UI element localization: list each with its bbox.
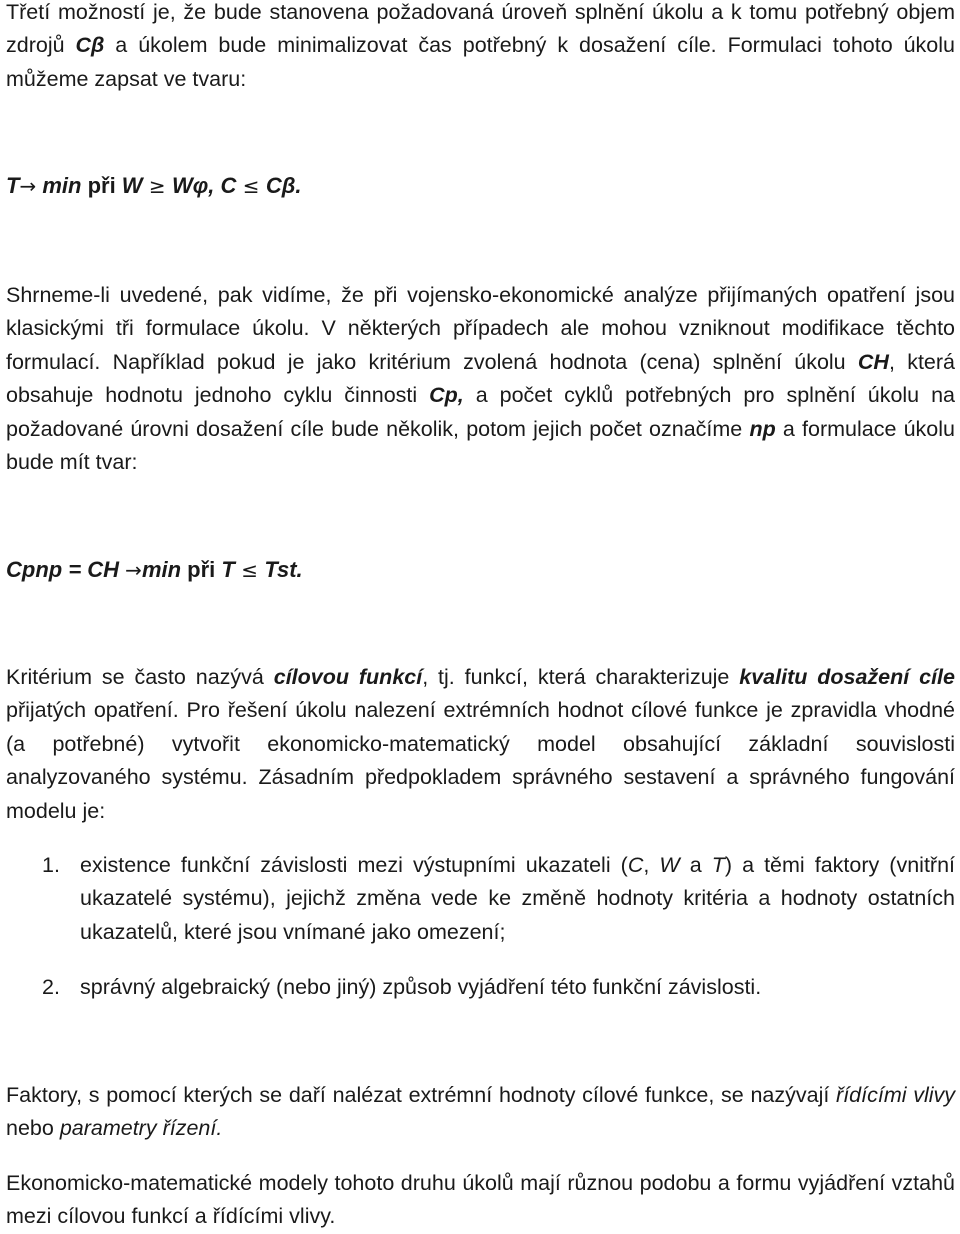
arrow-right-icon: → — [19, 174, 37, 198]
text-run: Ekonomicko-matematické modely tohoto druhu úkolů mají různou podobu a formu vyjádření vztahů mezi cílovou funkcí a řídícími vlivy. — [6, 1171, 955, 1229]
term-cilova-funkce: cílovou funkcí — [273, 665, 423, 689]
formula-cpnp-ch: Cpnp = CH — [6, 557, 126, 582]
var-t: T — [711, 853, 725, 877]
paragraph-summary — [6, 279, 955, 479]
text-run: přijatých opatření. Pro řešení úkolu nalezení extrémních hodnot cílové funkce je zpravidla vhodné (a potřebné) vytvořit ekonomicko-matematický model obsahující základní souvislosti analyzovaného systému. Zásadním předpokladem správného sestavení a správného fungování modelu je: — [6, 698, 955, 823]
paragraph-models — [6, 1167, 955, 1234]
symbol-c-beta: Cβ — [75, 33, 105, 58]
text-run: nebo — [6, 1116, 60, 1141]
text-run: Faktory, s pomocí kterých se daří nalézat extrémní hodnoty cílové funkce, se nazývají — [6, 1083, 837, 1107]
formula-pri: při — [181, 557, 222, 582]
text-run: existence funkční závislosti mezi výstupními ukazateli ( — [80, 853, 628, 877]
text-run: a počet cyklů potřebných pro splnění úkolu na požadované úrovni dosažení cíle bude několik, potom jejich počet označíme — [6, 383, 955, 441]
list-item — [6, 971, 955, 1004]
symbol-np: np — [749, 416, 776, 441]
text-run: ) a těmi faktory (vnitřní ukazatelé systému), jejichž změna vede ke změně hodnoty kritéria a hodnoty ostatních ukazatelů, které jsou vnímané jako omezení; — [80, 853, 956, 944]
greater-equal-icon: ≥ — [142, 174, 173, 198]
text-run: Kritérium se často nazývá — [6, 665, 274, 689]
formula-time-min — [6, 169, 302, 203]
text-run: a formulace úkolu bude mít tvar: — [6, 416, 955, 475]
text-run: a — [679, 853, 712, 877]
formula-var-w: W — [121, 173, 143, 198]
text-run: Shrneme-li uvedené, pak vidíme, že při vojensko-ekonomické analýze přijímaných opatření jsou klasickými tři formulace úkolu. V některých případech ale mohou vzniknout modifikace těchto formulací. Například pokud je jako kritérium zvolená hodnota (cena) splnění úkolu — [6, 283, 955, 374]
term-kvalita-dosazeni-cile: kvalitu dosažení cíle — [739, 665, 955, 689]
requirements-list-continued — [6, 971, 955, 1004]
formula-min: min — [141, 557, 182, 582]
text-run: , která obsahuje hodnotu jednoho cyklu činnosti — [6, 349, 955, 408]
term-parametry-rizeni: parametry řízení. — [59, 1116, 223, 1141]
term-ridici-vlivy: řídícími vlivy — [836, 1083, 956, 1107]
formula-c-beta: Cβ. — [265, 173, 302, 198]
formula-var-t: T — [221, 557, 235, 582]
symbol-cp: Cp, — [429, 383, 464, 408]
list-item-number: 1. — [42, 853, 60, 877]
list-item — [6, 849, 955, 949]
less-equal-icon: ≤ — [234, 558, 265, 582]
requirements-list — [6, 849, 955, 949]
formula-cost-min — [6, 553, 303, 587]
formula-pri: při — [81, 173, 122, 198]
var-w: W — [659, 853, 680, 877]
less-equal-icon: ≤ — [236, 174, 266, 198]
formula-var-t: T — [6, 173, 20, 198]
text-run: Třetí možností je, že bude stanovena požadovaná úroveň splnění úkolu a k tomu potřebný objem zdrojů — [6, 0, 955, 58]
symbol-ch: CH — [857, 349, 889, 374]
text-run: , tj. funkcí, která charakterizuje — [422, 665, 740, 689]
var-c: C — [627, 853, 644, 877]
formula-min: min — [36, 173, 82, 198]
formula-wphi-c: Wφ, C — [172, 173, 237, 198]
formula-tst: Tst. — [264, 557, 303, 582]
list-item-number: 2. — [42, 975, 60, 999]
paragraph-criterion — [6, 661, 955, 828]
arrow-right-icon: → — [125, 558, 142, 582]
text-run: , — [643, 853, 660, 877]
text-run: správný algebraický (nebo jiný) způsob vyjádření této funkční závislosti. — [80, 975, 762, 999]
paragraph-third-option — [6, 0, 955, 96]
paragraph-factors — [6, 1079, 955, 1146]
text-run: a úkolem bude minimalizovat čas potřebný k dosažení cíle. Formulaci tohoto úkolu můžeme zapsat ve tvaru: — [6, 33, 955, 91]
